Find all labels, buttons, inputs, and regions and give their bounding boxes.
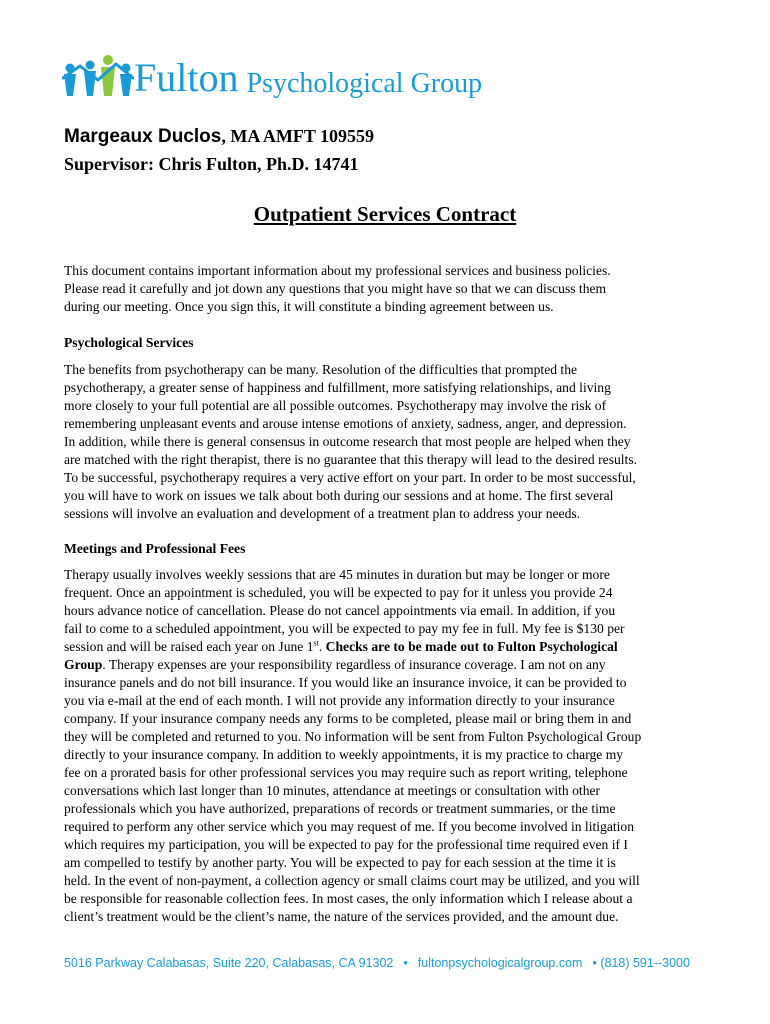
author-name: Margeaux Duclos	[64, 126, 222, 147]
text-line: are matched with the right therapist, there is no guarantee that this therapy will lead to the desired results.	[64, 452, 638, 467]
text-line: Therapy usually involves weekly sessions that are 45 minutes in duration but may be longer or more	[64, 567, 610, 582]
footer-address: 5016 Parkway Calabasas, Suite 220, Calabasas, CA 91302	[64, 956, 394, 970]
raise-date-end: .	[318, 639, 326, 654]
footer-phone: • (818) 591--3000	[592, 956, 690, 970]
text-line: company. If your insurance company needs any forms to be completed, please mail or bring them in and	[64, 711, 632, 726]
text-line: The benefits from psychotherapy can be many. Resolution of the difficulties that prompted the	[64, 362, 578, 377]
org-subtitle: Psychological Group	[246, 68, 483, 99]
supervisor-line: Supervisor: Chris Fulton, Ph.D. 14741	[64, 154, 359, 174]
text-line: you via e-mail at the end of each month. I will not provide any information directly to your insurance	[64, 693, 615, 708]
text-line: Please read it carefully and jot down any questions that you might have so that we can discuss them	[64, 281, 607, 296]
org-name: Fulton	[134, 55, 239, 100]
footer	[64, 956, 700, 970]
text-line: held. In the event of non-payment, a collection agency or small claims court may be utilized, and you will	[64, 873, 640, 888]
text-line: professionals which you have authorized, preparations of records or treatment summaries, or the time	[64, 801, 616, 816]
section-heading-psychological-services: Psychological Services	[64, 335, 194, 350]
psychological-services-paragraph	[64, 361, 714, 523]
text-line: be responsible for reasonable collection fees. In most cases, the only information which I release about a	[64, 891, 633, 906]
ordinal-suffix: st	[313, 638, 319, 648]
text-line: am compelled to testify by another party. You will be expected to pay for each session at the time it is	[64, 855, 616, 870]
author-credentials: , MA AMFT 109559	[221, 126, 374, 146]
text-line: client’s treatment would be the client’s name, the nature of the services provided, and the amount due.	[64, 909, 619, 924]
text-line: conversations which last longer than 10 minutes, attendance at meetings or consultation with other	[64, 783, 601, 798]
raise-date-text: session and will be raised each year on June 1	[64, 639, 314, 654]
section-heading-meetings-fees: Meetings and Professional Fees	[64, 541, 246, 556]
text-line: In addition, while there is general consensus in outcome research that most people are helped when they	[64, 434, 631, 449]
text-line	[64, 638, 714, 656]
text-line: This document contains important information about my professional services and business policies.	[64, 263, 611, 278]
text-line: you will have to work on issues we talk about both during our sessions and at home. The first several	[64, 488, 614, 503]
text-line: more closely to your full potential are all possible outcomes. Psychotherapy may involve the risk of	[64, 398, 607, 413]
meetings-fees-paragraph	[64, 566, 714, 926]
text-line: directly to your insurance company. In addition to weekly appointments, it is my practice to charge my	[64, 747, 624, 762]
text-line: fail to come to a scheduled appointment, you will be expected to pay my fee in full. My fee is $130 per	[64, 621, 625, 636]
text-line	[64, 656, 714, 674]
text-line: insurance panels and do not bill insurance. If you would like an insurance invoice, it can be provided to	[64, 675, 627, 690]
text-line: To be successful, psychotherapy requires a very active effort on your part. In order to be most successful,	[64, 470, 636, 485]
text-line: they will be completed and returned to you. No information will be sent from Fulton Psychological Group	[64, 729, 642, 744]
footer-separator: •	[403, 956, 408, 970]
text-line: fee on a prorated basis for other professional services you may require such as report writing, telephone	[64, 765, 628, 780]
text-line: psychotherapy, a greater sense of happiness and fulfillment, more satisfying relationships, and living	[64, 380, 611, 395]
checks-notice: Checks are to be made out to Fulton Psychological	[325, 639, 618, 654]
document-title: Outpatient Services Contract	[253, 202, 517, 226]
author-line	[64, 126, 374, 148]
text-line: during our meeting. Once you sign this, it will constitute a binding agreement between us.	[64, 299, 554, 314]
text-line: hours advance notice of cancellation. Please do not cancel appointments via email. In addition, if you	[64, 603, 616, 618]
text-line: sessions will involve an evaluation and development of a treatment plan to address your needs.	[64, 506, 581, 521]
text-line: required to perform any other service which you may request of me. If you become involved in litigation	[64, 819, 635, 834]
footer-website[interactable]: fultonpsychologicalgroup.com	[417, 956, 583, 970]
text-line: remembering unpleasant events and arouse intense emotions of anxiety, sadness, anger, and depression.	[64, 416, 627, 431]
insurance-text: . Therapy expenses are your responsibility regardless of insurance coverage. I am not on any	[102, 657, 606, 672]
people-icon	[62, 54, 134, 98]
checks-notice-end: Group	[64, 657, 103, 672]
logo	[62, 46, 482, 98]
intro-paragraph	[64, 262, 714, 316]
text-line: which requires my participation, you will be expected to pay for the professional time required even if I	[64, 837, 628, 852]
text-line: frequent. Once an appointment is scheduled, you will be expected to pay for it unless you provide 24	[64, 585, 613, 600]
